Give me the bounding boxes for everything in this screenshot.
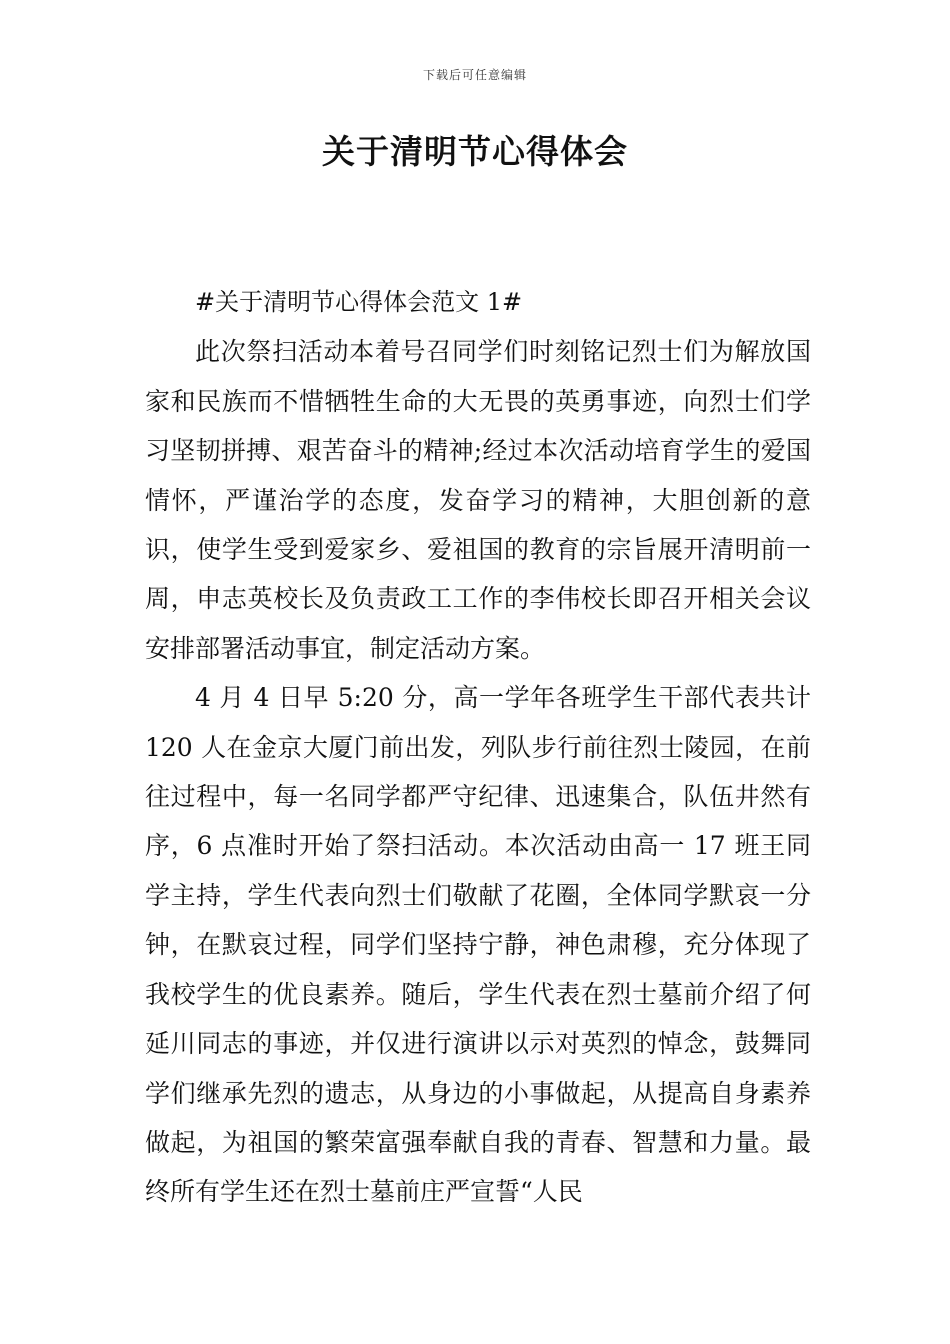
- paragraph-2: 4 月 4 日早 5:20 分，高一学年各班学生干部代表共计 120 人在金京大厦门前出发，列队步行前往烈士陵园，在前往过程中，每一名同学都严守纪律、迅速集合，队伍井然有序，6 点准时开始了祭扫活动。本次活动由高一 17 班王同学主持，学生代表向烈士们敬献了花圈，全体同学默哀一分钟，在默哀过程，同学们坚持宁静，神色肃穆，充分体现了我校学生的优良素养。随后，学生代表在烈士墓前介绍了何延川同志的事迹，并仅进行演讲以示对英烈的悼念，鼓舞同学们继承先烈的遗志，从身边的小事做起，从提高自身素养做起，为祖国的繁荣富强奉献自我的青春、智慧和力量。最终所有学生还在烈士墓前庄严宣誓“人民: [145, 683, 811, 1207]
- document-body: [145, 278, 811, 1217]
- paragraph-1: 此次祭扫活动本着号召同学们时刻铭记烈士们为解放国家和民族而不惜牺牲生命的大无畏的英勇事迹，向烈士们学习坚韧拼搏、艰苦奋斗的精神;经过本次活动培育学生的爱国情怀，严谨治学的态度，发奋学习的精神，大胆创新的意识，使学生受到爱家乡、爱祖国的教育的宗旨展开清明前一周，申志英校长及负责政工工作的李伟校长即召开相关会议安排部署活动事宜，制定活动方案。: [145, 337, 811, 663]
- header-note: 下载后可任意编辑: [422, 68, 527, 82]
- section-subheading: #关于清明节心得体会范文 1#: [195, 288, 523, 316]
- document-title: 关于清明节心得体会: [322, 132, 628, 171]
